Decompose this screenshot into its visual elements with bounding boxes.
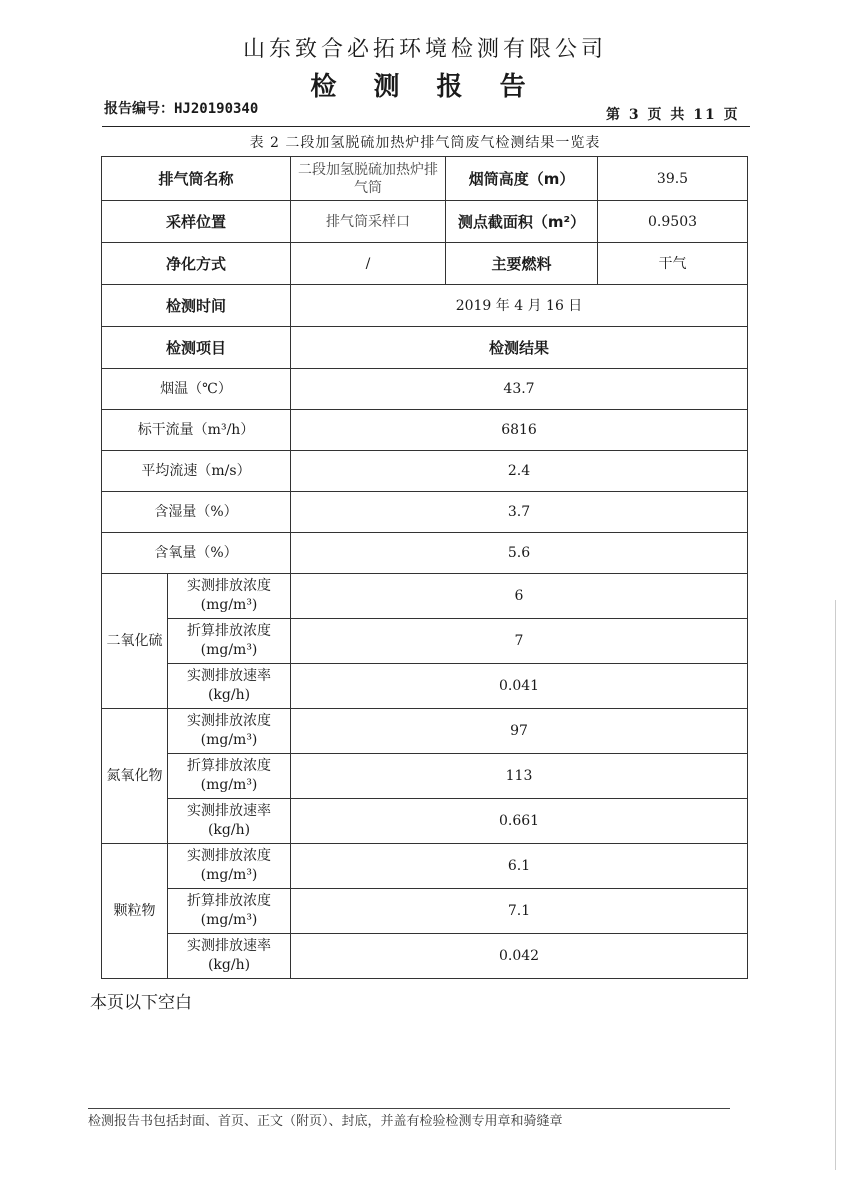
pollutant-value: 7 xyxy=(291,619,748,664)
pollutant-value: 0.661 xyxy=(291,799,748,844)
document-title: 检 测 报 告 xyxy=(310,72,540,102)
fuel-label: 主要燃料 xyxy=(446,243,598,285)
header-divider xyxy=(102,126,750,127)
pollutant-row xyxy=(102,664,748,709)
pollutant-name: 颗粒物 xyxy=(102,844,168,979)
measurement-label: 烟温（℃） xyxy=(102,369,291,410)
stack-name-label: 排气筒名称 xyxy=(102,157,291,201)
report-number xyxy=(104,98,258,118)
pollutant-parameter xyxy=(168,844,291,889)
pollutant-parameter xyxy=(168,889,291,934)
measurement-label: 含氧量（%） xyxy=(102,533,291,574)
stack-name-value: 二段加氢脱硫加热炉排气筒 xyxy=(291,157,446,201)
parameter-unit: (mg/m³) xyxy=(200,867,258,883)
pollutant-parameter xyxy=(168,574,291,619)
footer-divider xyxy=(88,1108,730,1109)
item-header: 检测项目 xyxy=(102,327,291,369)
measurement-row xyxy=(102,369,748,410)
pollutant-name: 氮氧化物 xyxy=(102,709,168,844)
pollutant-parameter xyxy=(168,934,291,979)
parameter-unit: (kg/h) xyxy=(207,687,251,703)
measurement-label: 含湿量（%） xyxy=(102,492,291,533)
measurement-value: 6816 xyxy=(291,410,748,451)
footer-note: 检测报告书包括封面、首页、正文（附页）、封底，并盖有检验检测专用章和骑缝章 xyxy=(88,1114,563,1129)
purification-value: / xyxy=(291,243,446,285)
parameter-label: 实测排放速率 xyxy=(187,668,271,684)
parameter-unit: (kg/h) xyxy=(207,957,251,973)
sampling-label: 采样位置 xyxy=(102,201,291,243)
report-number-value: HJ20190340 xyxy=(174,101,259,117)
pollutant-value: 0.042 xyxy=(291,934,748,979)
parameter-label: 实测排放速率 xyxy=(187,938,271,954)
section-area-label: 测点截面积（m²） xyxy=(446,201,598,243)
purification-label: 净化方式 xyxy=(102,243,291,285)
date-label: 检测时间 xyxy=(102,285,291,327)
section-area-value: 0.9503 xyxy=(598,201,748,243)
parameter-label: 实测排放浓度 xyxy=(187,713,271,729)
parameter-label: 实测排放速率 xyxy=(187,803,271,819)
blank-below-note: 本页以下空白 xyxy=(90,993,192,1013)
measurement-row xyxy=(102,451,748,492)
company-name: 山东致合必拓环境检测有限公司 xyxy=(242,37,607,62)
pollutant-row xyxy=(102,799,748,844)
measurement-row xyxy=(102,533,748,574)
parameter-label: 实测排放浓度 xyxy=(187,848,271,864)
measurement-value: 3.7 xyxy=(291,492,748,533)
pollutant-parameter xyxy=(168,619,291,664)
pollutant-value: 0.041 xyxy=(291,664,748,709)
table-caption: 表 2 二段加氢脱硫加热炉排气筒废气检测结果一览表 xyxy=(249,135,601,151)
pollutant-row xyxy=(102,574,748,619)
pollutant-row xyxy=(102,934,748,979)
sampling-value: 排气筒采样口 xyxy=(291,201,446,243)
measurement-value: 5.6 xyxy=(291,533,748,574)
parameter-unit: (mg/m³) xyxy=(200,642,258,658)
pollutant-parameter xyxy=(168,709,291,754)
scan-edge-mark xyxy=(835,600,836,1170)
parameter-label: 折算排放浓度 xyxy=(187,758,271,774)
pollutant-value: 113 xyxy=(291,754,748,799)
measurement-value: 2.4 xyxy=(291,451,748,492)
pollutant-value: 7.1 xyxy=(291,889,748,934)
measurement-value: 43.7 xyxy=(291,369,748,410)
pollutant-row xyxy=(102,844,748,889)
parameter-unit: (mg/m³) xyxy=(200,732,258,748)
parameter-unit: (mg/m³) xyxy=(200,777,258,793)
pollutant-row xyxy=(102,619,748,664)
pollutant-value: 6 xyxy=(291,574,748,619)
pollutant-row xyxy=(102,709,748,754)
pollutant-parameter xyxy=(168,799,291,844)
results-table xyxy=(101,156,748,979)
pollutant-parameter xyxy=(168,754,291,799)
fuel-value: 干气 xyxy=(598,243,748,285)
report-number-label: 报告编号： xyxy=(104,101,174,117)
pollutant-value: 97 xyxy=(291,709,748,754)
stack-height-value: 39.5 xyxy=(598,157,748,201)
parameter-unit: (mg/m³) xyxy=(200,597,258,613)
pollutant-name: 二氧化硫 xyxy=(102,574,168,709)
pollutant-value: 6.1 xyxy=(291,844,748,889)
parameter-unit: (kg/h) xyxy=(207,822,251,838)
pollutant-parameter xyxy=(168,664,291,709)
parameter-label: 折算排放浓度 xyxy=(187,893,271,909)
measurement-row xyxy=(102,410,748,451)
parameter-label: 折算排放浓度 xyxy=(187,623,271,639)
pollutant-row xyxy=(102,754,748,799)
stack-height-label: 烟筒高度（m） xyxy=(446,157,598,201)
pollutant-row xyxy=(102,889,748,934)
measurement-row xyxy=(102,492,748,533)
date-value: 2019 年 4 月 16 日 xyxy=(291,285,748,327)
measurement-label: 标干流量（m³/h） xyxy=(102,410,291,451)
parameter-label: 实测排放浓度 xyxy=(187,578,271,594)
measurement-label: 平均流速（m/s） xyxy=(102,451,291,492)
page-info: 第 3 页 共 11 页 xyxy=(606,107,740,123)
result-header: 检测结果 xyxy=(291,327,748,369)
parameter-unit: (mg/m³) xyxy=(200,912,258,928)
